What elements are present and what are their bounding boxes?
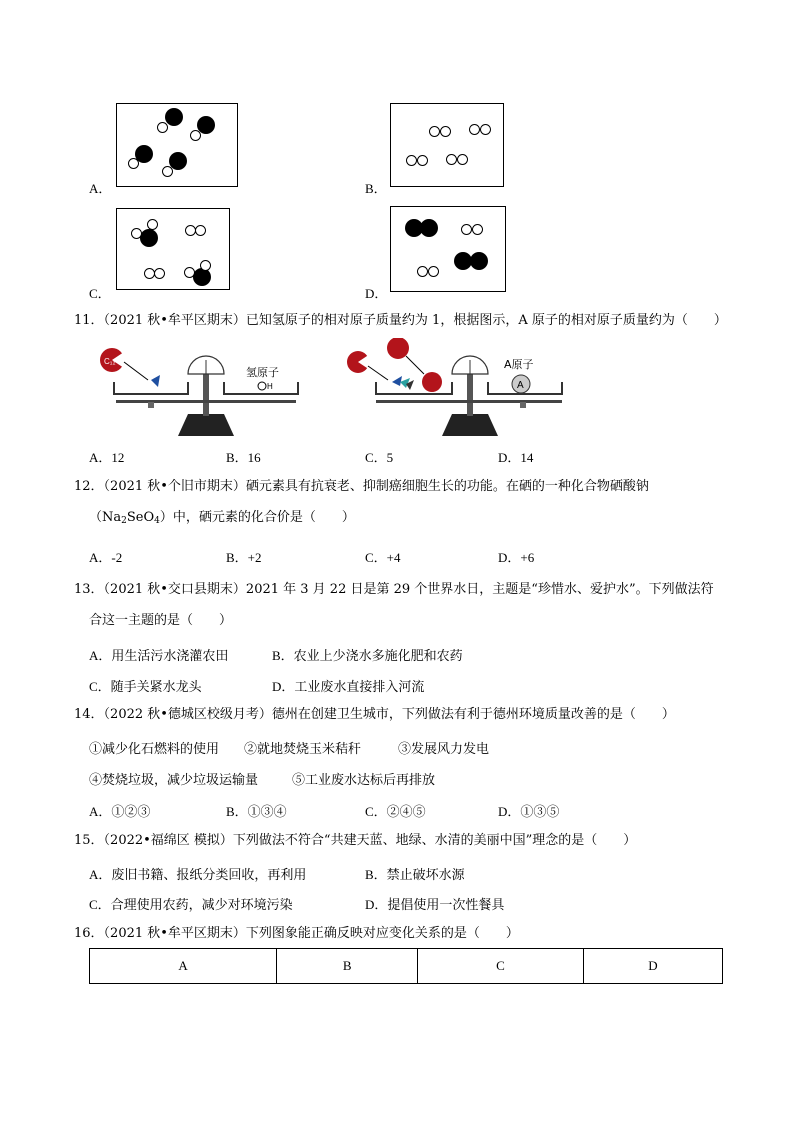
q14-item-5: ⑤工业废水达标后再排放	[292, 772, 436, 787]
q12-option-a[interactable]: A．-2	[89, 550, 123, 565]
q14-stem: 14．（2022 秋•德城区校级月考）德州在创建卫生城市，下列做法有利于德州环境质量改善的是（ ）	[74, 707, 675, 722]
q16-header-d[interactable]: D	[583, 949, 722, 984]
white-atom	[461, 224, 472, 235]
balance-beam	[376, 400, 562, 403]
q12-option-b[interactable]: B．+2	[226, 550, 262, 565]
balance-beam	[116, 400, 296, 403]
white-atom	[184, 267, 195, 278]
white-atom	[446, 154, 457, 165]
q10-option-c-label[interactable]: C．	[89, 286, 111, 301]
q15-option-c[interactable]: C．合理使用农药，减少对环境污染	[89, 897, 293, 912]
white-atom	[429, 126, 440, 137]
white-atom	[417, 155, 428, 166]
q16-options-table	[89, 948, 723, 984]
white-atom	[157, 122, 168, 133]
white-atom	[190, 130, 201, 141]
q11-option-b[interactable]: B．16	[226, 450, 261, 465]
q14-option-d[interactable]: D．①③⑤	[498, 804, 560, 819]
q12-stem-line2: $(Na_2SeO_4)$中，硒元素的化合价是（ ）	[89, 510, 355, 526]
svg-text:H: H	[267, 382, 273, 391]
white-atom	[200, 260, 211, 271]
q12-option-c[interactable]: C．+4	[365, 550, 401, 565]
q15-stem: 15．（2022•福绵区 模拟）下列做法不符合“共建天蓝、地绿、水清的美丽中国”理念的是（ ）	[74, 833, 637, 848]
white-atom	[457, 154, 468, 165]
c12-label: C₁₂	[104, 357, 116, 366]
white-atom	[440, 126, 451, 137]
q14-option-a[interactable]: A．①②③	[89, 804, 151, 819]
hydrogen-label: 氢原子	[246, 366, 279, 379]
q11-stem: 11．（2021 秋•牟平区期末）已知氢原子的相对原子质量约为 1，根据图示，A 原子的相对原子质量约为（ ）	[74, 313, 727, 328]
white-atom	[480, 124, 491, 135]
white-atom	[128, 158, 139, 169]
option-d-diagram	[390, 206, 506, 292]
twelfth-piece	[151, 375, 160, 387]
svg-text:A: A	[517, 380, 524, 391]
white-atom	[428, 266, 439, 277]
option-b-diagram	[390, 103, 504, 187]
q16-stem: 16．（2021 秋•牟平区期末）下列图象能正确反映对应变化关系的是（ ）	[74, 926, 519, 941]
q15-option-b[interactable]: B．禁止破坏水源	[365, 867, 465, 882]
white-atom	[417, 266, 428, 277]
black-atom	[470, 252, 488, 270]
q15-option-d[interactable]: D．提倡使用一次性餐具	[365, 897, 505, 912]
q13-stem-line2: 合这一主题的是（ ）	[89, 613, 233, 628]
q14-item-2: ②就地焚烧玉米秸秆	[244, 741, 362, 756]
q10-option-d-label[interactable]: D．	[365, 286, 388, 301]
option-a-diagram	[116, 103, 238, 187]
q16-header-b[interactable]: B	[277, 949, 418, 984]
a-atom-label: A原子	[504, 358, 534, 371]
white-atom	[162, 166, 173, 177]
white-atom	[406, 155, 417, 166]
q12-option-d[interactable]: D．+6	[498, 550, 535, 565]
q11-balance-figure-left	[96, 342, 316, 438]
q13-option-c[interactable]: C．随手关紧水龙头	[89, 679, 202, 694]
q13-stem-line1: 13．（2021 秋•交口县期末）2021 年 3 月 22 日是第 29 个世界水日，主题是“珍惜水、爱护水”。下列做法符	[74, 582, 714, 597]
q14-option-b[interactable]: B．①③④	[226, 804, 287, 819]
black-atom	[193, 268, 211, 286]
q12-stem-line1: 12．（2021 秋•个旧市期末）硒元素具有抗衰老、抑制癌细胞生长的功能。在硒的一种化合物硒酸钠	[74, 479, 649, 494]
q11-option-a[interactable]: A．12	[89, 450, 125, 465]
q13-option-b[interactable]: B．农业上少浇水多施化肥和农药	[272, 648, 463, 663]
white-atom	[154, 268, 165, 279]
white-atom	[195, 225, 206, 236]
q11-balance-figure-right	[344, 338, 570, 438]
q10-option-b-label[interactable]: B．	[365, 181, 387, 196]
carbon-atom	[422, 372, 442, 392]
white-atom	[472, 224, 483, 235]
q14-item-4: ④焚烧垃圾，减少垃圾运输量	[89, 772, 259, 787]
q14-item-1: ①减少化石燃料的使用	[89, 741, 220, 756]
carbon-atom	[387, 338, 409, 359]
option-c-diagram	[116, 208, 230, 290]
black-atom	[165, 108, 183, 126]
q14-item-3: ③发展风力发电	[398, 741, 490, 756]
q11-option-d[interactable]: D．14	[498, 450, 534, 465]
q16-header-c[interactable]: C	[418, 949, 584, 984]
q13-option-d[interactable]: D．工业废水直接排入河流	[272, 679, 425, 694]
q11-option-c[interactable]: C．5	[365, 450, 394, 465]
white-atom	[131, 228, 142, 239]
black-atom	[140, 229, 158, 247]
white-atom	[469, 124, 480, 135]
white-atom	[147, 219, 158, 230]
left-pan	[114, 382, 188, 394]
q15-option-a[interactable]: A．废旧书籍、报纸分类回收，再利用	[89, 867, 307, 882]
black-atom	[420, 219, 438, 237]
hydrogen-atom	[258, 382, 266, 390]
q14-option-c[interactable]: C．②④⑤	[365, 804, 426, 819]
q10-option-a-label[interactable]: A．	[89, 181, 112, 196]
q16-header-a[interactable]: A	[90, 949, 277, 984]
balance-base	[442, 414, 498, 436]
q13-option-a[interactable]: A．用生活污水浇灌农田	[89, 648, 229, 663]
balance-pillar	[203, 372, 209, 416]
balance-base	[178, 414, 234, 436]
balance-pillar	[467, 372, 473, 416]
